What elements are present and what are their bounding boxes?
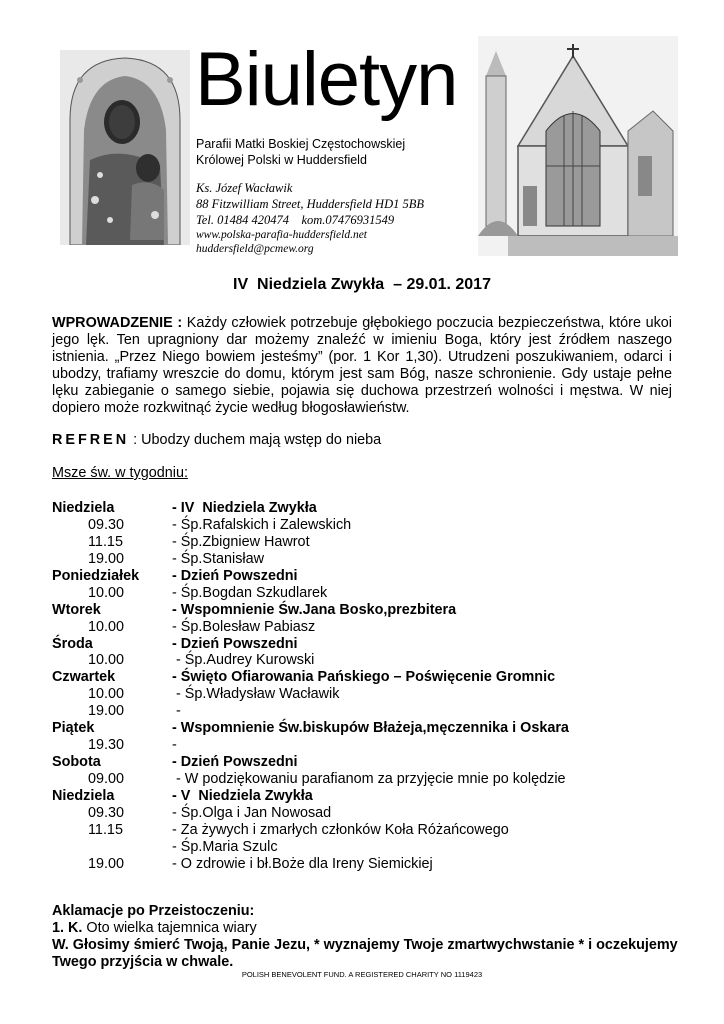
schedule-intention: - <box>172 703 181 720</box>
refrain-label: REFREN <box>52 432 130 448</box>
schedule-day-name: Sobota <box>52 754 101 771</box>
introduction-paragraph <box>52 315 672 417</box>
schedule-day-row <box>52 754 692 771</box>
refrain-text: : Ubodzy duchem mają wstęp do nieba <box>129 432 382 448</box>
schedule-mass-row <box>52 805 692 822</box>
schedule-time: 09.30 <box>88 516 125 533</box>
schedule-time: 10.00 <box>88 618 125 635</box>
schedule-intention: - Śp.Władysław Wacławik <box>172 686 340 703</box>
schedule-liturgy: - V Niedziela Zwykła <box>172 787 313 804</box>
schedule-intention: - Śp.Bogdan Szkudlarek <box>172 584 328 601</box>
schedule-intention: - <box>172 737 177 754</box>
schedule-mass-row <box>52 737 692 754</box>
schedule-day-row <box>52 602 692 619</box>
priest-name: Ks. Józef Wacławik <box>196 181 293 195</box>
schedule-liturgy: - Dzień Powszedni <box>172 635 298 652</box>
schedule-mass-row <box>52 822 692 839</box>
schedule-mass-row <box>52 839 692 856</box>
address: 88 Fitzwilliam Street, Huddersfield HD1 5BB <box>196 197 424 211</box>
parish-line-1: Parafii Matki Boskiej Częstochowskiej <box>196 137 406 151</box>
acclamation-line-1 <box>52 920 257 936</box>
church-image <box>478 36 678 256</box>
schedule-day-row <box>52 636 692 653</box>
schedule-time: 09.00 <box>88 771 125 787</box>
schedule-day-name: Czwartek <box>52 669 116 686</box>
schedule-mass-row <box>52 686 692 703</box>
schedule-time: 09.30 <box>88 804 125 821</box>
mass-schedule <box>52 500 692 873</box>
schedule-day-name: Środa <box>52 635 93 652</box>
bulletin-title: Biuletyn <box>195 37 458 122</box>
schedule-intention: - Śp.Zbigniew Hawrot <box>172 533 310 550</box>
acclamations-title: Aklamacje po Przeistoczeniu: <box>52 903 255 919</box>
schedule-time: 10.00 <box>88 652 125 669</box>
schedule-mass-row <box>52 652 692 669</box>
schedule-time: 11.15 <box>88 821 123 838</box>
schedule-day-name: Poniedziałek <box>52 567 140 584</box>
schedule-day-name: Wtorek <box>52 601 101 618</box>
schedule-mass-row <box>52 771 692 788</box>
schedule-mass-row <box>52 703 692 720</box>
acclamation-response: W. Głosimy śmierć Twoją, Panie Jezu, * wyznajemy Twoje zmartwychwstanie * i oczekujemy Twego przyjścia w chwale. <box>52 937 678 970</box>
schedule-day-row <box>52 568 692 585</box>
acclamation-text: Oto wielka tajemnica wiary <box>82 920 257 936</box>
schedule-intention: - Za żywych i zmarłych członków Koła Różańcowego <box>172 821 509 838</box>
schedule-day-row <box>52 788 692 805</box>
schedule-mass-row <box>52 534 692 551</box>
schedule-liturgy: - Dzień Powszedni <box>172 754 298 771</box>
parish-line-2: Królowej Polski w Huddersfield <box>196 153 367 167</box>
schedule-time: 10.00 <box>88 686 125 703</box>
schedule-time: 19.00 <box>88 703 125 720</box>
schedule-day-name: Niedziela <box>52 787 115 804</box>
schedule-day-row <box>52 669 692 686</box>
schedule-liturgy: - Dzień Powszedni <box>172 567 298 584</box>
schedule-mass-row <box>52 551 692 568</box>
schedule-time: 10.00 <box>88 584 125 601</box>
schedule-mass-row <box>52 585 692 602</box>
masses-title: Msze św. w tygodniu: <box>52 465 188 481</box>
schedule-time: 19.00 <box>88 550 125 567</box>
sunday-heading: IV Niedziela Zwykła – 29.01. 2017 <box>233 276 491 293</box>
schedule-intention: - O zdrowie i bł.Boże dla Ireny Siemickiej <box>172 855 433 872</box>
schedule-liturgy: - IV Niedziela Zwykła <box>172 500 317 516</box>
schedule-intention: - Śp.Audrey Kurowski <box>172 652 315 669</box>
acclamation-label: 1. K. <box>52 920 83 936</box>
website-link[interactable]: www.polska-parafia-huddersfield.net <box>196 229 368 241</box>
refrain-line <box>52 432 381 448</box>
parish-name <box>196 136 405 168</box>
schedule-liturgy: - Wspomnienie Św.biskupów Błażeja,męczennika i Oskara <box>172 720 569 737</box>
schedule-intention: - Śp.Bolesław Pabiasz <box>172 618 316 635</box>
introduction-label: WPROWADZENIE : <box>52 315 183 331</box>
madonna-icon-image <box>60 50 190 245</box>
schedule-intention: - Śp.Rafalskich i Zalewskich <box>172 516 352 533</box>
contact-block <box>196 180 424 256</box>
schedule-intention: - W podziękowaniu parafianom za przyjęcie mnie po kolędzie <box>172 771 566 787</box>
schedule-day-name: Niedziela <box>52 500 115 516</box>
schedule-intention: - Śp.Maria Szulc <box>172 838 278 855</box>
schedule-mass-row <box>52 856 692 873</box>
schedule-day-row <box>52 500 692 517</box>
schedule-intention: - Śp.Olga i Jan Nowosad <box>172 804 332 821</box>
schedule-day-row <box>52 720 692 737</box>
schedule-liturgy: - Wspomnienie Św.Jana Bosko,prezbitera <box>172 601 457 618</box>
schedule-time: 19.00 <box>88 855 125 872</box>
schedule-mass-row <box>52 619 692 636</box>
schedule-liturgy: - Święto Ofiarowania Pańskiego – Poświęcenie Gromnic <box>172 669 556 686</box>
schedule-time: 11.15 <box>88 533 123 550</box>
schedule-time: 19.30 <box>88 737 125 754</box>
phone: Tel. 01484 420474 kom.07476931549 <box>196 213 395 227</box>
schedule-day-name: Piątek <box>52 720 95 737</box>
charity-footer: POLISH BENEVOLENT FUND. A REGISTERED CHARITY NO 1119423 <box>241 970 483 979</box>
introduction-text: Każdy człowiek potrzebuje głębokiego poczucia bezpieczeństwa, które ukoi jego lęk. Ten upragniony dar możemy znaleźć w imieniu Boga, który jest źródłem naszego istnienia. „Przez Niego bowiem jesteśmy” (por. 1 Kor 1,30). Utrudzeni poszukiwaniem, odarci i ubodzy, trafiamy wreszcie do domu, którym jest sam Bóg, nasze schronienie. Gdy ustaje pełne lęku zabieganie o samego siebie, pojawia się duchowa przestrzeń wolności i męstwa. W niej dopiero może rozkwitnąć życie według błogosławieństw. <box>52 315 672 416</box>
schedule-mass-row <box>52 517 692 534</box>
email-link[interactable]: huddersfield@pcmew.org <box>196 243 314 255</box>
schedule-intention: - Śp.Stanisław <box>172 550 264 567</box>
